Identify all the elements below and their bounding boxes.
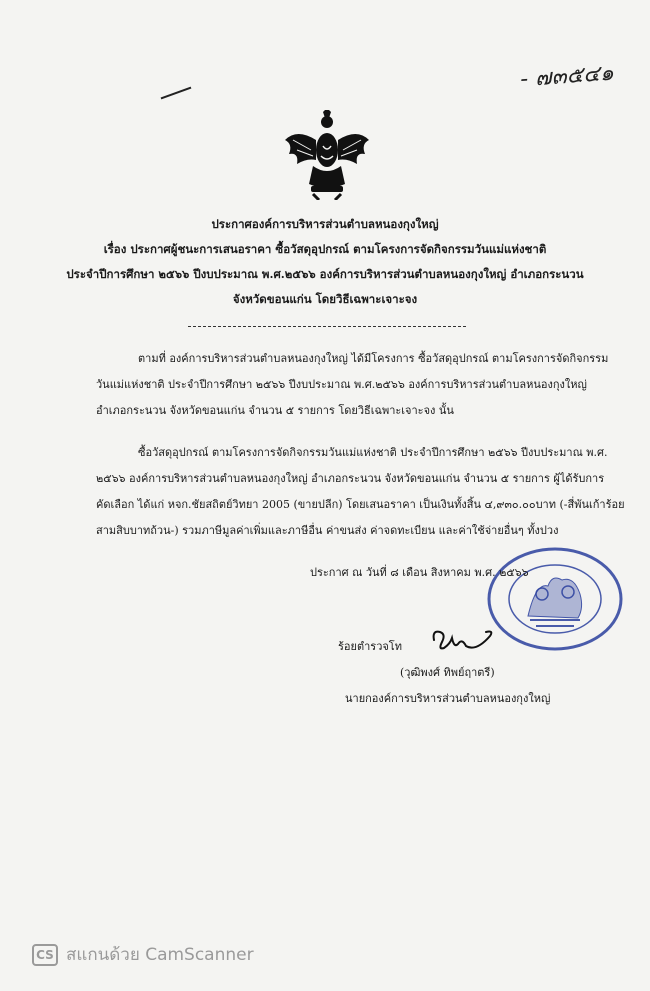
document-header — [20, 212, 630, 312]
pen-mark — [161, 87, 192, 100]
handwritten-signature — [428, 626, 498, 656]
text-line: ๒๕๖๖ องค์การบริหารส่วนตำบลหนองกุงใหญ่ อำเภอกระนวน จังหวัดขอนแก่น จำนวน ๕ รายการ ผู้ได้รับการ — [96, 472, 605, 485]
official-seal-stamp — [486, 546, 624, 652]
text-line: คัดเลือก ได้แก่ หจก.ชัยสถิตย์วิทยา 2005 (ขายปลีก) โดยเสนอราคา เป็นเงินทั้งสิ้น ๔,๙๓๐.๐๐บาท (-สี่พันเก้าร้อย — [96, 498, 625, 511]
camscanner-logo-icon: CS — [32, 944, 58, 966]
text-line: อำเภอกระนวน จังหวัดขอนแก่น จำนวน ๕ รายการ โดยวิธีเฉพาะเจาะจง นั้น — [96, 404, 454, 417]
text-line: สามสิบบาทถ้วน-) รวมภาษีมูลค่าเพิ่มและภาษีอื่น ค่าขนส่ง ค่าจดทะเบียน และค่าใช้จ่ายอื่นๆ ทั้งปวง — [96, 524, 559, 537]
watermark-text: สแกนด้วย CamScanner — [66, 945, 254, 965]
signer-position: นายกองค์การบริหารส่วนตำบลหนองกุงใหญ่ — [345, 692, 551, 705]
signer-rank: ร้อยตำรวจโท — [338, 640, 402, 653]
handwritten-note: - ๗๓๕๔๑ — [519, 60, 615, 93]
header-detail: ประจำปีการศึกษา ๒๕๖๖ ปีงบประมาณ พ.ศ.๒๕๖๖ องค์การบริหารส่วนตำบลหนองกุงใหญ่ อำเภอกระนวน — [66, 267, 584, 281]
paragraph-2 — [96, 440, 625, 544]
paragraph-1 — [96, 346, 609, 424]
garuda-emblem-icon — [283, 110, 371, 200]
camscanner-watermark — [32, 941, 254, 968]
text-line: ซื้อวัสดุอุปกรณ์ ตามโครงการจัดกิจกรรมวันแม่แห่งชาติ ประจำปีการศึกษา ๒๕๖๖ ปีงบประมาณ พ.ศ. — [138, 446, 608, 459]
dashed-divider — [188, 326, 466, 327]
header-location: จังหวัดขอนแก่น โดยวิธีเฉพาะเจาะจง — [232, 292, 418, 306]
header-title: ประกาศองค์การบริหารส่วนตำบลหนองกุงใหญ่ — [211, 217, 439, 231]
announcement-date: ประกาศ ณ วันที่ ๘ เดือน สิงหาคม พ.ศ. ๒๕๖๖ — [310, 566, 529, 579]
signer-name: (วุฒิพงศ์ ทิพย์ฤาตรี) — [400, 666, 495, 679]
header-subject: เรื่อง ประกาศผู้ชนะการเสนอราคา ซื้อวัสดุอุปกรณ์ ตามโครงการจัดกิจกรรมวันแม่แห่งชาติ — [103, 242, 547, 256]
text-line: วันแม่แห่งชาติ ประจำปีการศึกษา ๒๕๖๖ ปีงบประมาณ พ.ศ.๒๕๖๖ องค์การบริหารส่วนตำบลหนองกุงใหญ่ — [96, 378, 587, 391]
text-line: ตามที่ องค์การบริหารส่วนตำบลหนองกุงใหญ่ ได้มีโครงการ ซื้อวัสดุอุปกรณ์ ตามโครงการจัดกิจกรรม — [138, 352, 609, 365]
